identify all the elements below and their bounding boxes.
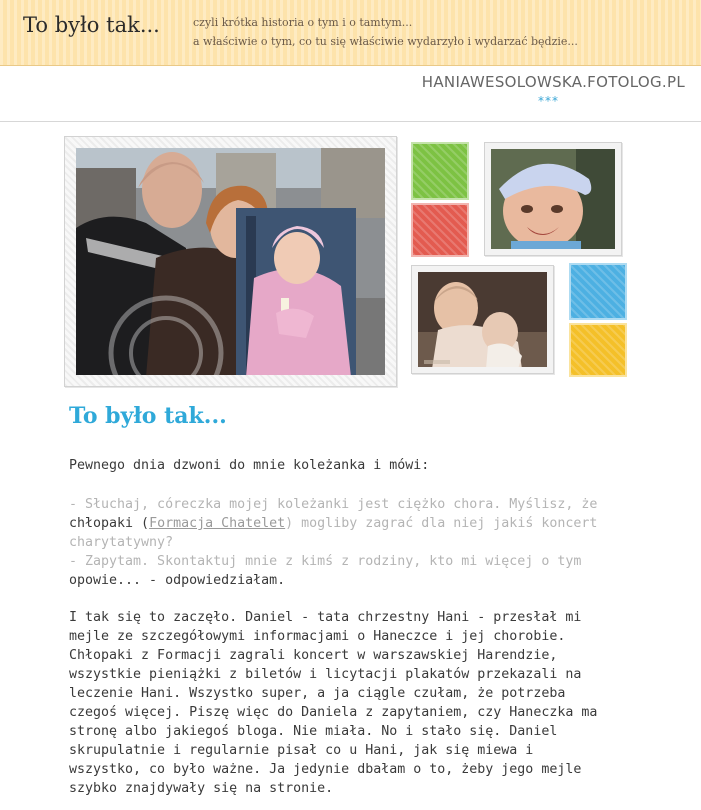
post-intro: Pewnego dnia dzwoni do mnie koleżanka i mówi: [69,458,430,473]
family-photo[interactable] [76,148,385,375]
paragraph-line: wszystko, co było ważne. Ja jedynie dbałam o to, żeby jego mejle [69,762,582,777]
family-photo-frame [64,136,397,387]
quote-line-1: - Słuchaj, córeczka mojej koleżanki jest ciężko chora. Myślisz, że [69,497,598,512]
decorative-blue-square [569,263,627,320]
site-url-link[interactable]: HANIAWESOLOWSKA.FOTOLOG.PL [421,73,685,91]
decorative-stars: *** [538,94,559,108]
blog-title[interactable]: To było tak... [23,13,160,37]
paragraph-line: skrupulatnie i regularnie pisał co u Hani, jak się miewa i [69,743,534,758]
photo-collage [0,130,701,390]
formacja-chatelet-link[interactable]: Formacja Chatelet [149,516,286,531]
header-banner [0,0,701,66]
baby-portrait-photo[interactable] [491,149,615,249]
blog-tagline-line-1: czyli krótka historia o tym i o tamtym... [193,16,413,29]
blog-tagline-line-2: a właściwie o tym, co tu się właściwie wydarzyło i wydarzać będzie... [193,35,578,48]
decorative-red-square [411,203,469,257]
paragraph-line: Chłopaki z Formacji zagrali koncert w warszawskiej Harendzie, [69,648,558,663]
paragraph-line: czegoś więcej. Piszę więc do Daniela z zapytaniem, czy Haneczka ma [69,705,598,720]
quote-line-2a: chłopaki ( [69,516,150,531]
header-divider [0,121,701,122]
baby-portrait-frame [484,142,622,256]
baby-with-doll-frame [411,265,554,374]
quote-line-5: opowie... - odpowiedziałam. [69,573,286,588]
paragraph-line: wszystkie pieniążki z biletów i licytacji plakatów przekazali na [69,667,582,682]
post-quote-dialogue [69,495,597,590]
post-title: To było tak... [69,403,227,429]
paragraph-line: I tak się to zaczęło. Daniel - tata chrzestny Hani - przesłał mi [69,610,582,625]
decorative-yellow-square [569,323,627,377]
baby-with-doll-photo[interactable] [418,272,547,367]
post-main-paragraph [69,608,597,798]
paragraph-line: leczenie Hani. Wszystko super, a ja ciągle czułam, że potrzeba [69,686,566,701]
paragraph-line: szybko znajdywały się na stronie. [69,781,334,796]
paragraph-line: mejle ze szczegółowymi informacjami o Haneczce i jej chorobie. [69,629,566,644]
decorative-green-square [411,142,469,200]
quote-line-2b: ) mogliby zagrać dla niej jakiś koncert [285,516,598,531]
quote-line-3: charytatywny? [69,535,174,550]
quote-line-4: - Zapytam. Skontaktuj mnie z kimś z rodziny, kto mi więcej o tym [69,554,582,569]
paragraph-line: stronę albo jakiegoś bloga. Nie miała. No i stało się. Daniel [69,724,558,739]
